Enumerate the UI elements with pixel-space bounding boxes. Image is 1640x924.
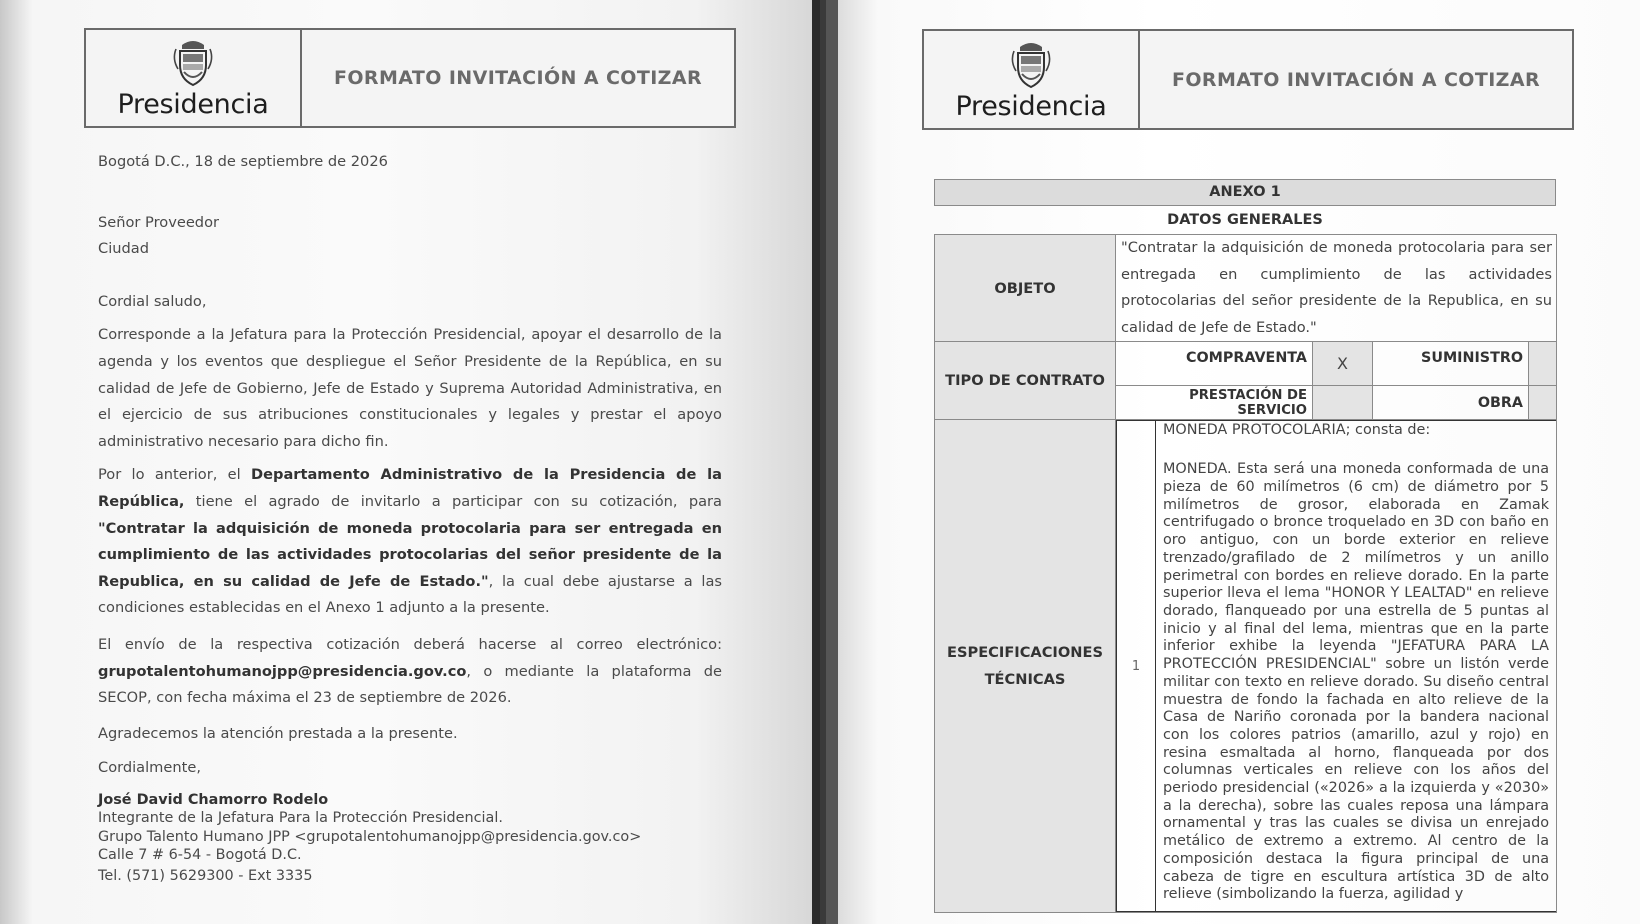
- objeto-row: [935, 235, 1557, 342]
- tipo-contrato-label: TIPO DE CONTRATO: [935, 342, 1116, 420]
- annex-subtitle: DATOS GENERALES: [1167, 212, 1323, 228]
- general-data-table: [934, 234, 1557, 913]
- document-title: FORMATO INVITACIÓN A COTIZAR: [334, 67, 702, 89]
- item-heading: MONEDA PROTOCOLARIA; consta de:: [1163, 422, 1431, 439]
- book-spine: [812, 0, 820, 924]
- logo-text: Presidencia: [955, 91, 1107, 122]
- letter-recipient: Señor Proveedor: [98, 213, 219, 231]
- annex-header: [922, 29, 1574, 130]
- signer-name: José David Chamorro Rodelo: [98, 791, 329, 808]
- contract-object: "Contratar la adquisición de moneda protocolaria para ser entregada en cumplimiento de las actividades protocolarias del señor presidente de la Republica, en su calidad de Jefe de Estado.": [98, 519, 722, 590]
- book-spine-shadow: [826, 0, 838, 924]
- objeto-label: OBJETO: [935, 235, 1116, 342]
- signer-phone: Tel. (571) 5629300 - Ext 3335: [98, 867, 313, 884]
- contact-email: grupotalentohumanojpp@presidencia.gov.co: [98, 662, 467, 680]
- letter-body: [98, 149, 722, 885]
- letter-header: [84, 28, 736, 128]
- coat-of-arms-icon: [1008, 37, 1054, 89]
- especificaciones-label: ESPECIFICACIONES TÉCNICAS: [935, 420, 1116, 913]
- item-description: [1156, 420, 1556, 912]
- suministro-checkbox: [1529, 342, 1557, 386]
- signer-role: Integrante de la Jefatura Para la Protección Presidencial.: [98, 810, 503, 827]
- prestacion-checkbox: [1313, 386, 1373, 420]
- logo-text: Presidencia: [117, 89, 269, 120]
- suministro-label: SUMINISTRO: [1373, 342, 1529, 386]
- compraventa-checkbox: X: [1313, 342, 1373, 386]
- letter-closing: Cordialmente,: [98, 759, 201, 777]
- tipo-row-1: [935, 342, 1557, 386]
- especificaciones-row: [935, 420, 1557, 913]
- letter-greeting: Cordial saludo,: [98, 292, 207, 310]
- item-body: MONEDA. Esta será una moneda conformada de una pieza de 60 milímetros (6 cm) de diámetro por 5 milímetros de grosor, elaborada en Zamak centrifugado o bronce troquelado en 3D con baño en oro antiguo, con un borde exterior en relieve trenzado/grafilado de 2 milímetros y un anillo perimetral con bordes en relieve dorado. En la parte superior lleva el lema "HONOR Y LEALTAD" en relieve dorado, flanqueado por una estrella de 5 puntas al inicio y al final del lema, mientras que en la parte inferior exhibe la leyenda "JEFATURA PARA LA PROTECCIÓN PRESIDENCIAL" sobre un listón verde militar con texto en relieve dorado. Su diseño central muestra de fondo la fachada en alto relieve de la Casa de Nariño coronada por la bandera nacional con los colores patrios (amarillo, azul y rojo) en resina esmaltada al horno, flanqueada por dos columnas verticales en relieve con los años del periodo presidencial («2026» a la izquierda y «2030» a la derecha), sobre las cuales reposa una lámpara ornamental y tras las cuales se divisa un enrejado metálico de extremo a extremo. Al centro de la composición destaca la figura principal de una cabeza de tigre en escultura artística 3D de alto relieve (simbolizando la fuerza, agilidad y: [1163, 461, 1550, 903]
- annex-title: ANEXO 1: [934, 179, 1556, 206]
- coat-of-arms-icon: [170, 35, 216, 87]
- letter-date: Bogotá D.C., 18 de septiembre de 2026: [98, 153, 388, 170]
- letter-paragraph-1: Corresponde a la Jefatura para la Protección Presidencial, apoyar el desarrollo de la agenda y los eventos que despliegue el Señor Presidente de la República, en su calidad de Jefe de Gobierno, Jefe de Estado y Suprema Autoridad Administrativa, en el ejercicio de sus atribuciones constitucionales y legales y prestar el apoyo administrativo necesario para dicho fin.: [98, 326, 722, 450]
- letter-paragraph-3: El envío de la respectiva cotización deberá hacerse al correo electrónico: grupotalentohumanojpp@presidencia.gov.co, o mediante la plataforma de SECOP, con fecha máxima el 23 de septiembre de 2026.: [98, 635, 722, 707]
- item-number: 1: [1116, 420, 1156, 912]
- letter-paragraph-2: Por lo anterior, el Departamento Administrativo de la Presidencia de la República, tiene el agrado de invitarlo a participar con su cotización, para "Contratar la adquisición de moneda protocolaria para ser entregada en cumplimiento de las actividades protocolarias del señor presidente de la Republica, en su calidad de Jefe de Estado.", la cual debe ajustarse a las condiciones establecidas en el Anexo 1 adjunto a la presente.: [98, 466, 722, 617]
- signature-block: [98, 791, 722, 886]
- department-name: Departamento Administrativo de la Presidencia de la República,: [98, 466, 722, 510]
- objeto-text: "Contratar la adquisición de moneda protocolaria para ser entregada en cumplimiento de las actividades protocolarias del señor presidente de la Republica, en su calidad de Jefe de Estado.": [1116, 235, 1557, 342]
- prestacion-label: PRESTACIÓN DE SERVICIO: [1116, 386, 1313, 420]
- logo: [924, 31, 1140, 128]
- obra-checkbox: [1529, 386, 1557, 420]
- obra-label: OBRA: [1373, 386, 1529, 420]
- signer-address: Calle 7 # 6-54 - Bogotá D.C.: [98, 847, 302, 864]
- letter-city: Ciudad: [98, 240, 149, 258]
- document-title: FORMATO INVITACIÓN A COTIZAR: [1172, 68, 1540, 91]
- annex-table: [934, 179, 1556, 913]
- compraventa-label: COMPRAVENTA: [1116, 342, 1313, 386]
- letter-thanks: Agradecemos la atención prestada a la presente.: [98, 724, 458, 742]
- letter-page: [0, 0, 818, 924]
- logo: [86, 30, 302, 126]
- signer-group: Grupo Talento Humano JPP <grupotalentohumanojpp@presidencia.gov.co>: [98, 828, 642, 845]
- especificaciones-content: [1116, 420, 1557, 913]
